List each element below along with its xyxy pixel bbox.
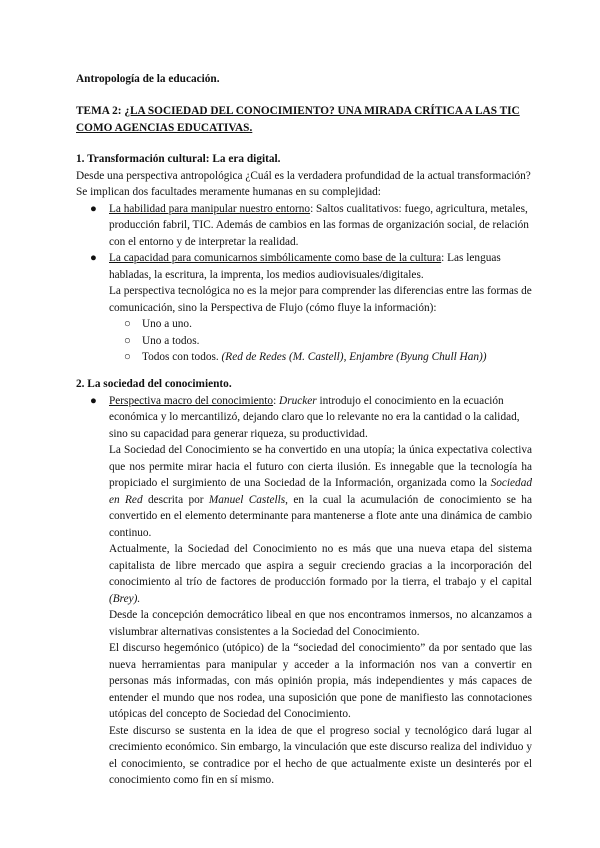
- section-1-intro: Desde una perspectiva antropológica ¿Cuál es la verdadera profundidad de la actual transformación? Se implican dos facultades meramente humanas en su complejidad:: [76, 169, 531, 198]
- paragraph: Este discurso se sustenta en la idea de que el progreso social y tecnológico dará lugar al crecimiento económico. Sin embargo, la vinculación que este discurso realiza del individuo y el conocimiento, se contradice por el hecho de que actualmente existe un desinterés por el conocimiento como fin en sí mismo.: [109, 724, 532, 786]
- list-item: [76, 393, 532, 789]
- bullet-icon: ●: [90, 252, 97, 264]
- sub-list-item: [109, 349, 532, 366]
- paragraph: Desde la concepción democrático libeal en que nos encontramos inmersos, no alcanzamos a vislumbrar alternativas consistentes a la Sociedad del Conocimiento.: [109, 609, 532, 638]
- sub-item-text: Todos con todos.: [142, 351, 222, 363]
- section-2-list: [76, 393, 532, 789]
- list-item-extra: La perspectiva tecnológica no es la mejor para comprender las diferencias entre las formas de comunicación, sino la Perspectiva de Flujo (cómo fluye la información):: [109, 285, 532, 314]
- section-2-heading: 2. La sociedad del conocimiento.: [76, 378, 232, 390]
- list-item-label: La habilidad para manipular nuestro entorno: [109, 202, 311, 215]
- topic-heading: [76, 103, 546, 137]
- list-item: [76, 250, 532, 366]
- list-item-label: Perspectiva macro del conocimiento: [109, 394, 274, 407]
- list-item-text: introdujo el conocimiento en la ecuación económica y lo mercantilizó, dejando claro que lo relevante no era la cantidad o la calidad, sino su capacidad para generar riqueza, su productividad.: [109, 394, 520, 440]
- paragraph-text: Actualmente, la Sociedad del Conocimiento no es más que una nueva etapa del sistema capitalista de libre mercado que aspira a seguir creciendo gracias a la incorporación del conocimiento al trío de factores de producción formado por la tierra, el trabajo y el capital: [109, 543, 532, 588]
- section-1-list: [76, 201, 532, 366]
- paragraph: [109, 442, 532, 541]
- paragraph: [109, 541, 532, 607]
- bullet-icon: ●: [90, 394, 97, 407]
- circle-bullet-icon: ○: [124, 351, 131, 363]
- list-item-text: : Saltos cualitativos: fuego, agricultura, metales, producción fabril, TIC. Además de cambios en las formas de organización social, de relación con el entorno y de interpretar la realidad.: [109, 202, 529, 248]
- paragraph-text: descrita por: [142, 493, 209, 506]
- list-item: [76, 201, 532, 251]
- sub-list-item: [109, 333, 532, 350]
- emphasis-text: Manuel Castells: [208, 493, 286, 506]
- list-item-text: : Las lenguas habladas, la escritura, la imprenta, los medios audiovisuales/digitales.: [109, 252, 501, 281]
- bullet-icon: ●: [90, 202, 97, 215]
- circle-bullet-icon: ○: [124, 318, 131, 330]
- sub-item-text: Uno a todos.: [142, 334, 200, 347]
- list-item-label: La capacidad para comunicarnos simbólicamente como base de la cultura: [109, 252, 442, 264]
- sub-list: [109, 316, 532, 366]
- paragraph-text: , en la cual la acumulación de conocimiento se ha convertido en el elemento determinante para mantenerse a flote ante una dinámica de cambio continuo.: [109, 493, 532, 539]
- paragraph: El discurso hegemónico (utópico) de la “sociedad del conocimiento” da por sentado que las nueva herramientas para manipular y acceder a la información nos van a convertir en personas más informadas, con más opinión propia, más independientes y más capaces de entender el mundo que nos rodea, una suposición que pone de manifiesto las connotaciones utópicas del concepto de Sociedad del Conocimiento.: [109, 642, 532, 720]
- sub-item-text: Uno a uno.: [142, 318, 192, 330]
- list-item-colon: :: [273, 394, 280, 407]
- author-name: Drucker: [279, 394, 317, 407]
- topic-prefix: TEMA 2:: [76, 105, 125, 117]
- circle-bullet-icon: ○: [124, 334, 131, 347]
- sub-item-note: (Red de Redes (M. Castell), Enjambre (Byung Chull Han)): [221, 351, 487, 363]
- topic-title: ¿LA SOCIEDAD DEL CONOCIMIENTO? UNA MIRADA CRÍTICA A LAS TIC COMO AGENCIAS EDUCATIVAS.: [76, 105, 520, 134]
- section-1: [76, 151, 532, 366]
- emphasis-text: (Brey).: [109, 592, 141, 605]
- section-2: [76, 376, 532, 789]
- section-1-heading: 1. Transformación cultural: La era digital.: [76, 153, 281, 165]
- emphasis-text: Sociedad en Red: [109, 477, 532, 506]
- document-title: Antropología de la educación.: [76, 73, 220, 85]
- paragraph-text: La Sociedad del Conocimiento se ha convertido en una utopía; la única expectativa colectiva que nos permite mirar hacia el futuro con cierta ilusión. Es innegable que la tecnología ha propiciado el surgimiento de una Sociedad de la Información, organizada como la: [109, 444, 532, 489]
- sub-list-item: [109, 316, 532, 333]
